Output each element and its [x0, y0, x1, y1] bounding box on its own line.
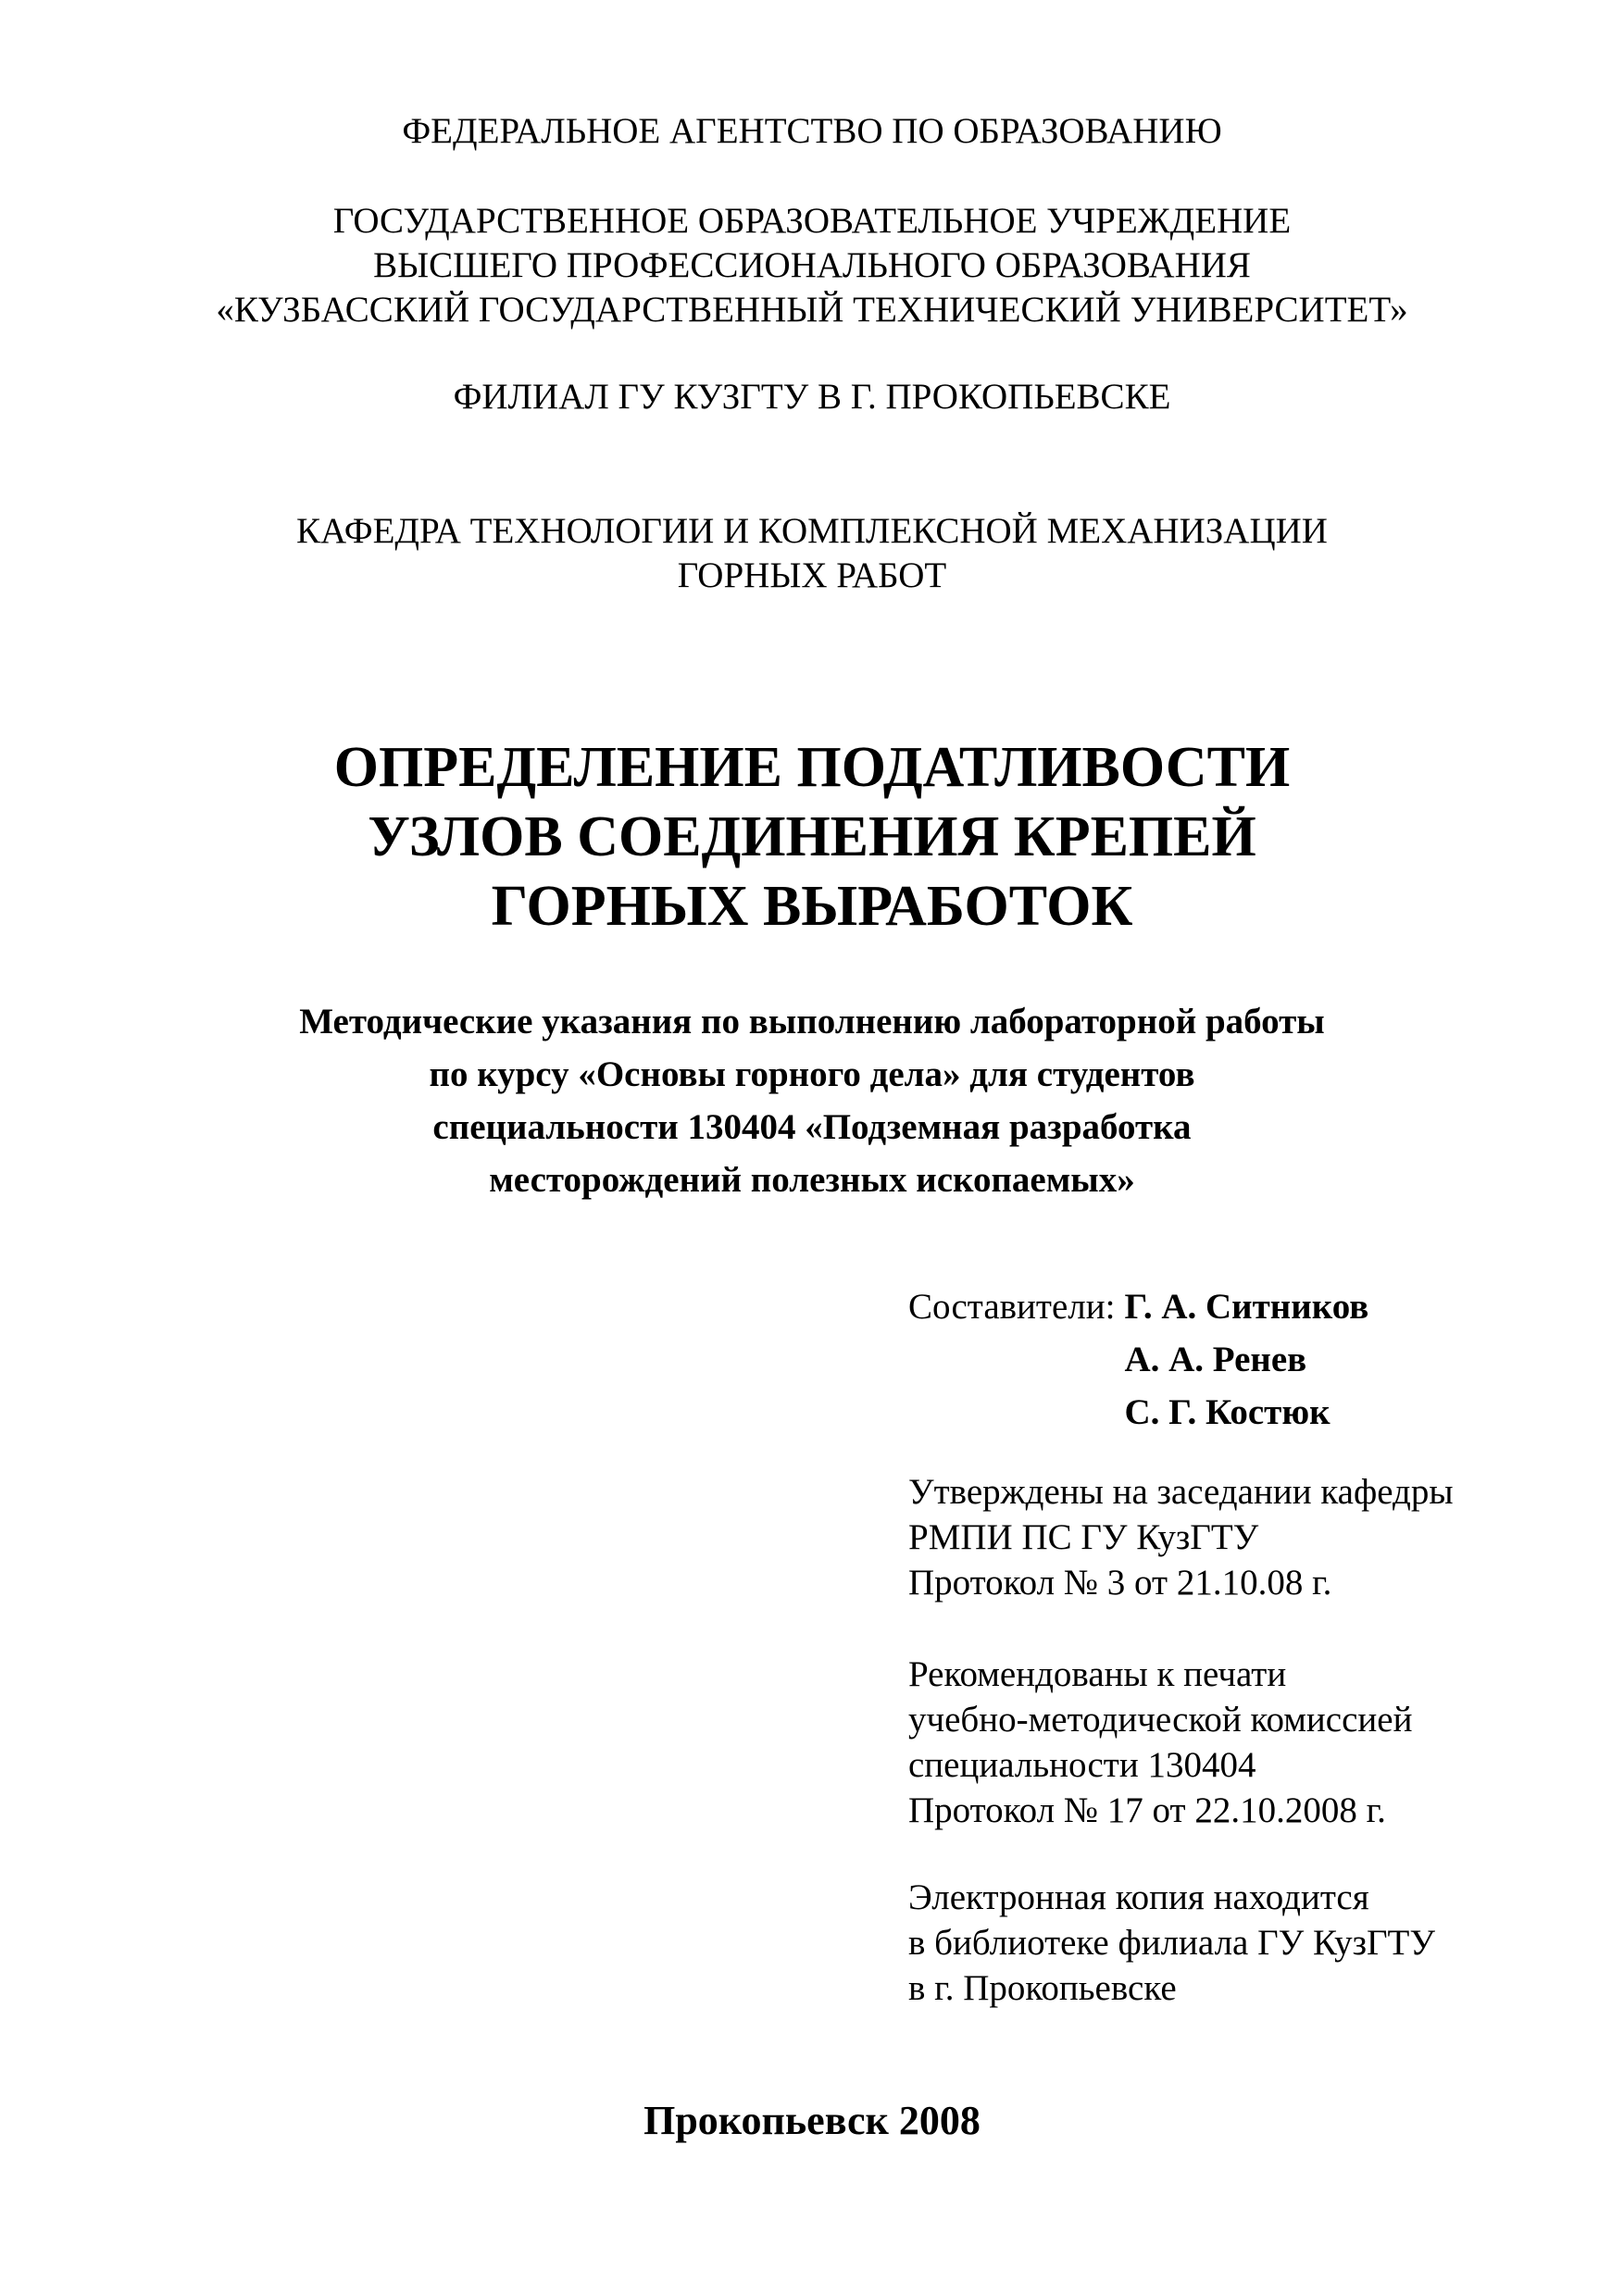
title-line: ГОРНЫХ ВЫРАБОТОК: [491, 875, 1133, 938]
recommendation-line: Рекомендованы к печати: [908, 1654, 1287, 1694]
recommendation-line: Протокол № 17 от 22.10.2008 г.: [908, 1790, 1386, 1830]
electronic-copy-line: в библиотеке филиала ГУ КузГТУ: [908, 1923, 1435, 1963]
document-title: [0, 733, 1624, 942]
subtitle-line: Методические указания по выполнению лабораторной работы: [299, 1002, 1325, 1041]
compilers-names: [1124, 1280, 1368, 1439]
compilers-label: Составители:: [908, 1287, 1116, 1327]
electronic-copy-line: в г. Прокопьевске: [908, 1968, 1177, 2008]
city-year: Прокопьевск 2008: [643, 2098, 981, 2143]
subtitle-line: специальности 130404 «Подземная разработка: [432, 1107, 1192, 1147]
electronic-copy-line: Электронная копия находится: [908, 1877, 1369, 1917]
subtitle-line: месторождений полезных ископаемых»: [489, 1160, 1135, 1200]
document-subtitle: [0, 995, 1624, 1206]
approval-line: Протокол № 3 от 21.10.08 г.: [908, 1563, 1332, 1603]
branch-block: [0, 375, 1624, 419]
compilers-block: [908, 1280, 1368, 1439]
recommendation-block: [908, 1652, 1412, 1833]
compiler-name: А. А. Ренев: [1124, 1340, 1307, 1379]
title-line: УЗЛОВ СОЕДИНЕНИЯ КРЕПЕЙ: [368, 805, 1256, 868]
approval-block: [908, 1469, 1454, 1605]
recommendation-line: учебно-методической комиссией: [908, 1700, 1413, 1740]
agency-block: [0, 109, 1624, 154]
compiler-name: Г. А. Ситников: [1124, 1287, 1369, 1327]
institution-line: ГОСУДАРСТВЕННОЕ ОБРАЗОВАТЕЛЬНОЕ УЧРЕЖДЕНИЕ: [332, 201, 1292, 241]
department-block: [0, 509, 1624, 598]
agency-name: ФЕДЕРАЛЬНОЕ АГЕНТСТВО ПО ОБРАЗОВАНИЮ: [402, 111, 1222, 151]
institution-block: [0, 199, 1624, 332]
approval-line: РМПИ ПС ГУ КузГТУ: [908, 1517, 1259, 1557]
institution-line: «КУЗБАССКИЙ ГОСУДАРСТВЕННЫЙ ТЕХНИЧЕСКИЙ УНИВЕРСИТЕТ»: [216, 290, 1408, 330]
department-line: ГОРНЫХ РАБОТ: [677, 555, 947, 595]
branch-name: ФИЛИАЛ ГУ КУЗГТУ В Г. ПРОКОПЬЕВСКЕ: [453, 377, 1171, 417]
title-line: ОПРЕДЕЛЕНИЕ ПОДАТЛИВОСТИ: [333, 736, 1291, 799]
institution-line: ВЫСШЕГО ПРОФЕССИОНАЛЬНОГО ОБРАЗОВАНИЯ: [373, 245, 1251, 285]
electronic-copy-block: [908, 1875, 1435, 2011]
recommendation-line: специальности 130404: [908, 1745, 1256, 1785]
department-line: КАФЕДРА ТЕХНОЛОГИИ И КОМПЛЕКСНОЙ МЕХАНИЗАЦИИ: [296, 511, 1328, 551]
compiler-name: С. Г. Костюк: [1124, 1392, 1330, 1432]
subtitle-line: по курсу «Основы горного дела» для студентов: [429, 1054, 1195, 1094]
approval-line: Утверждены на заседании кафедры: [908, 1472, 1454, 1512]
